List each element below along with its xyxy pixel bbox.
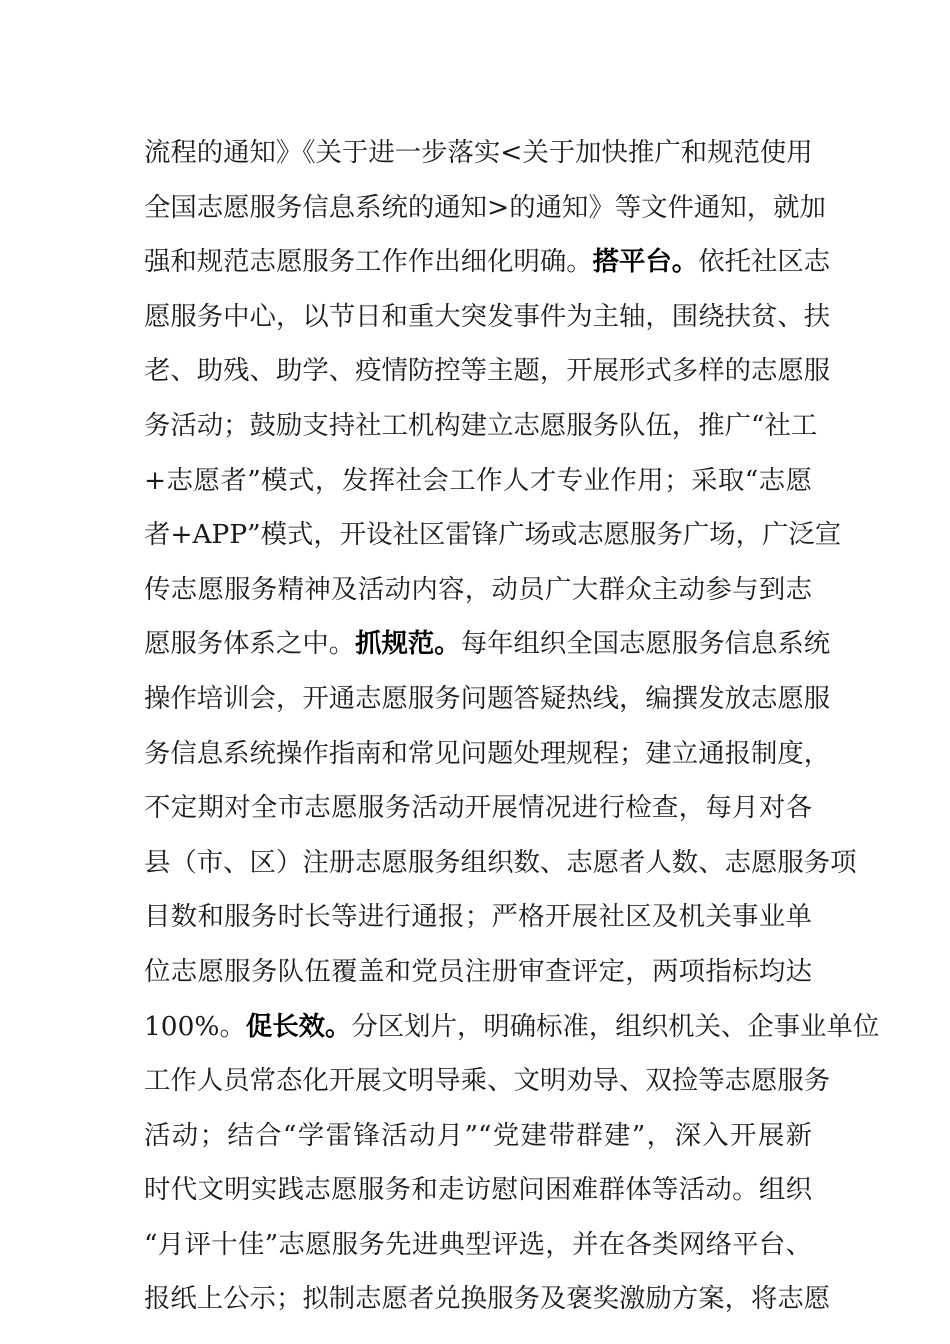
text-run: 务活动；鼓励支持社工机构建立志愿服务队伍，推广“社工 [144,409,818,441]
text-line [144,290,831,345]
text-line [144,454,812,509]
text-line [144,1054,831,1109]
text-run: 县（市、区）注册志愿服务组织数、志愿者人数、志愿服务项 [144,846,857,878]
text-run: 务信息系统操作指南和常见问题处理规程；建立通报制度， [144,737,831,769]
text-run: 操作培训会，开通志愿服务问题答疑热线，编撰发放志愿服 [144,682,831,714]
text-line [144,563,812,618]
text-line [144,945,812,1000]
text-run: 时代文明实践志愿服务和走访慰问困难群体等活动。组织 [144,1174,812,1206]
text-run: +志愿者”模式，发挥社会工作人才专业作用；采取“志愿 [144,464,812,496]
text-line [144,1109,812,1164]
text-line [144,235,831,290]
text-line [144,508,842,563]
text-run: 流程的通知》《关于进一步落实<关于加快推广和规范使用 [144,137,813,168]
text-line [144,672,831,727]
text-run: 报纸上公示；拟制志愿者兑换服务及褒奖激励方案，将志愿 [144,1283,831,1315]
text-run: 依托社区志 [698,246,831,278]
text-run: 工作人员常态化开展文明导乘、文明劝导、双捡等志愿服务 [144,1065,831,1097]
text-line [144,1163,812,1218]
text-run: 者+APP”模式，开设社区雷锋广场或志愿服务广场，广泛宣 [144,519,842,551]
text-line [144,781,812,836]
text-run: 强和规范志愿服务工作作出细化明确。 [144,246,593,278]
text-run: 100%。 [144,1010,246,1042]
text-line [144,181,826,236]
text-run: 老、助残、助学、疫情防控等主题，开展形式多样的志愿服 [144,355,831,387]
text-run: 每年组织全国志愿服务信息系统 [460,628,831,660]
text-run: 分区划片，明确标准，组织机关、企事业单位 [351,1010,880,1042]
text-run: 传志愿服务精神及活动内容，动员广大群众主动参与到志 [144,573,812,605]
text-line [144,617,831,672]
bold-heading-phrase: 抓规范。 [355,628,461,660]
bold-heading-phrase: 搭平台。 [592,246,699,278]
text-line [144,344,831,399]
text-line [144,727,831,782]
bold-heading-phrase: 促长效。 [245,1010,352,1042]
text-run: 愿服务中心，以节日和重大突发事件为主轴，围绕扶贫、扶 [144,300,831,332]
text-line [144,1218,812,1273]
text-line [144,126,812,181]
text-line [144,836,857,891]
text-line [144,399,818,454]
text-run: 位志愿服务队伍覆盖和党员注册审查评定，两项指标均达 [144,955,812,987]
text-run: 活动；结合“学雷锋活动月”“党建带群建”，深入开展新 [144,1119,812,1151]
text-run: 全国志愿服务信息系统的通知>的通知》等文件通知，就加 [144,191,826,223]
text-line [144,1272,831,1327]
text-line [144,1000,880,1055]
body-paragraph [144,126,880,1327]
text-run: 不定期对全市志愿服务活动开展情况进行检查，每月对各 [144,792,812,824]
text-run: 目数和服务时长等进行通报；严格开展社区及机关事业单 [144,901,812,933]
text-line [144,890,812,945]
text-run: 愿服务体系之中。 [144,628,356,660]
text-run: “月评十佳”志愿服务先进典型评选，并在各类网络平台、 [144,1228,812,1260]
